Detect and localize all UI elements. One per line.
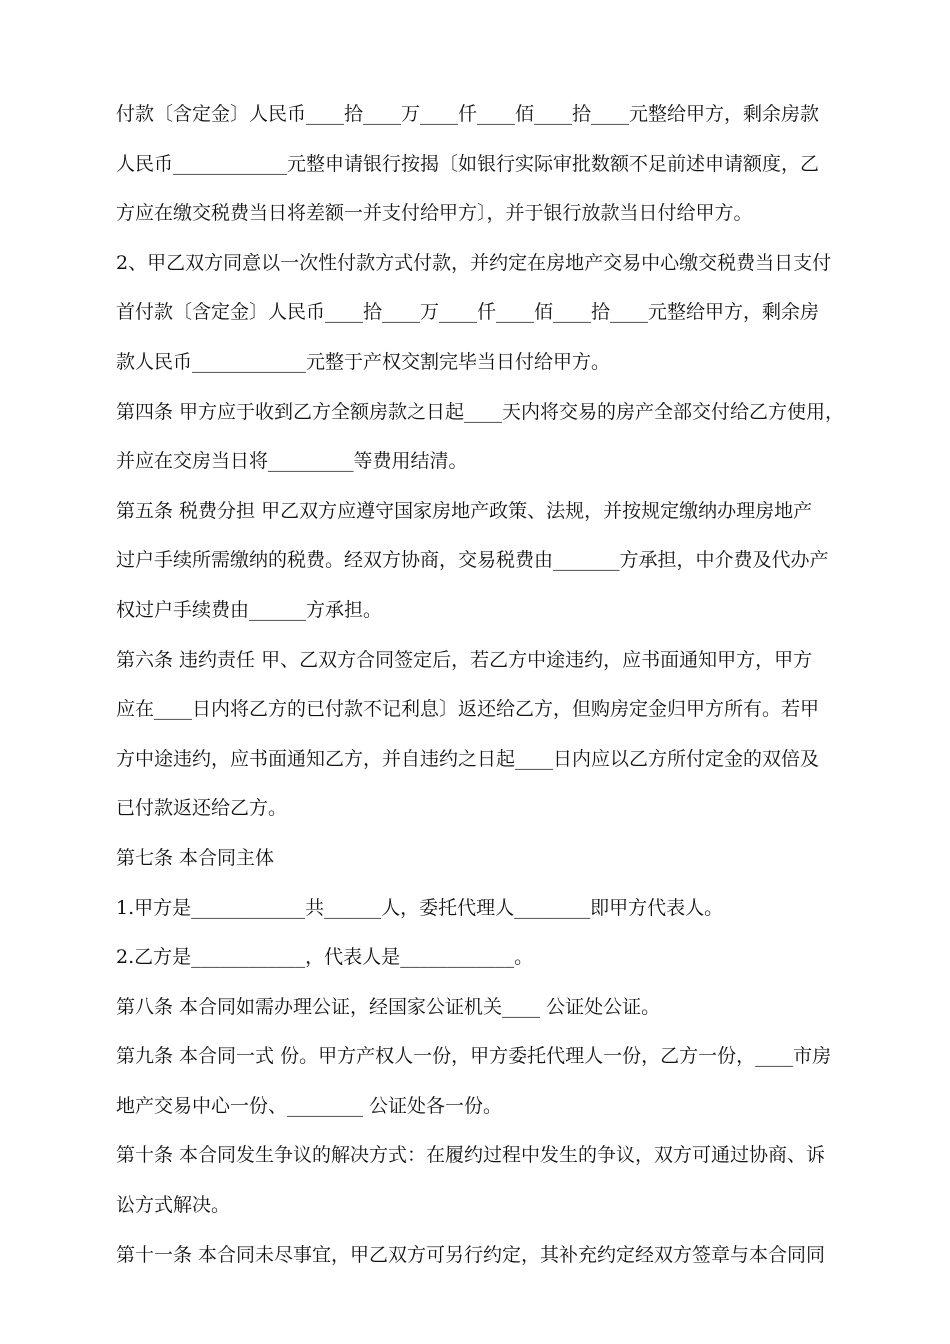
text-line: 过户手续所需缴纳的税费。经双方协商，交易税费由_______方承担，中介费及代办产 [116,549,829,572]
text-line: 人民币____________元整申请银行按揭〔如银行实际审批数额不足前述申请额度，乙 [116,152,820,175]
clause-10-line: 第十条 本合同发生争议的解决方式：在履约过程中发生的争议，双方可通过协商、诉 [116,1144,826,1167]
text-line: 2、甲乙双方同意以一次性付款方式付款，并约定在房地产交易中心缴交税费当日支付 [116,251,832,274]
clause-5-line: 第五条 税费分担 甲乙双方应遵守国家房地产政策、法规，并按规定缴纳办理房地产 [116,499,813,522]
text-line: 款人民币____________元整于产权交割完毕当日付给甲方。 [116,350,611,373]
document-body [116,96,852,1286]
clause-9-line: 第九条 本合同一式 份。甲方产权人一份，甲方委托代理人一份，乙方一份，____市房 [116,1045,832,1068]
text-line: 方应在缴交税费当日将差额一并支付给甲方〕，并于银行放款当日付给甲方。 [116,202,753,225]
text-line: 应在____日内将乙方的已付款不记利息〕返还给乙方，但购房定金归甲方所有。若甲 [116,698,820,721]
text-line: 2.乙方是____________，代表人是____________。 [116,946,534,969]
text-line: 方中途违约，应书面通知乙方，并自违约之日起____日内应以乙方所付定金的双倍及 [116,747,820,770]
text-line: 1.甲方是____________共______人，委托代理人________即甲方代表人。 [116,896,724,919]
clause-8-line: 第八条 本合同如需办理公证，经国家公证机关____ 公证处公证。 [116,995,661,1018]
text-line: 已付款返还给乙方。 [116,797,288,820]
text-line: 并应在交房当日将_________等费用结清。 [116,450,468,473]
text-line: 权过户手续费由______方承担。 [116,598,383,621]
text-line: 首付款〔含定金〕人民币____拾____万____仟____佰____拾____元整给甲方，剩余房 [116,301,820,324]
text-line: 地产交易中心一份、________ 公证处各一份。 [116,1094,503,1117]
clause-6-line: 第六条 违约责任 甲、乙双方合同签定后，若乙方中途违约，应书面通知甲方，甲方 [116,648,813,671]
text-line: 付款〔含定金〕人民币____拾____万____仟____佰____拾____元整给甲方，剩余房款 [116,103,820,125]
text-line: 讼方式解决。 [116,1194,231,1217]
clause-11-line: 第十一条 本合同未尽事宜，甲乙双方可另行约定，其补充约定经双方签章与本合同同 [116,1243,826,1266]
clause-4-line: 第四条 甲方应于收到乙方全额房款之日起____天内将交易的房产全部交付给乙方使用， [116,400,845,423]
clause-7-line: 第七条 本合同主体 [116,846,275,869]
